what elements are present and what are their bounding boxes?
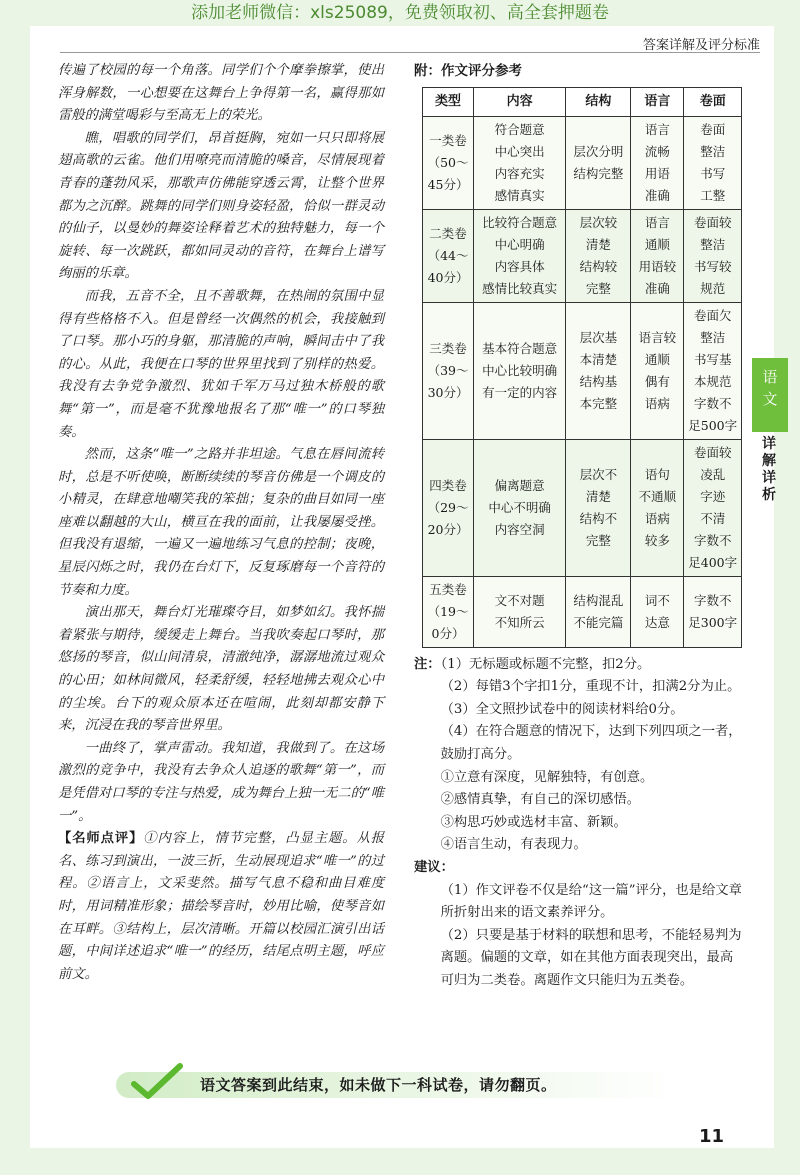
rubric-cell-line: 凌乱 [700,466,726,482]
suggestion-item: （2）只要是基于材料的联想和思考，不能轻易判为离题。偏题的文章，如在其他方面表现突出，最高可归为二类卷。离题作文只能归为五类卷。 [440,927,742,988]
rubric-cell-line: 整洁 [700,236,726,252]
comment-label: 【名师点评】 [58,831,144,847]
essay-paragraph: 然而，这条“唯一”之路并非坦途。气息在唇间流转时，总是不听使唤，断断续续的琴音仿佛是一个调皮的小精灵，在肆意地嘲笑我的笨拙；复杂的曲目如同一座座难以翻越的大山，横亘在我的面前，让我屡屡受挫。但我没有退缩，一遍又一遍地练习气息的控制；夜晚，星辰闪烁之时，我仍在台灯下，反复琢磨每一个音符的节奏和力度。 [58,447,384,598]
rubric-cell-line: 卷面较 [693,444,732,460]
rubric-cell-line: 达意 [644,614,670,630]
rubric-cell-content [474,209,566,302]
rubric-cell-line: 语病 [644,510,670,526]
rubric-cell-line: 四类卷 [429,477,467,493]
essay-paragraph: 一曲终了，掌声雷动。我知道，我做到了。在这场激烈的竞争中，我没有去争众人追逐的歌舞“第一”，而是凭借对口琴的专注与热爱，成为舞台上独一无二的“唯一”。 [58,740,384,824]
rubric-cell-line: 45分） [427,176,469,192]
rubric-cell-line: 偏离题意 [494,477,545,493]
rubric-cell-type [423,209,474,302]
rubric-cell-line: 字迹 [700,488,726,504]
rubric-cell-structure [566,576,631,647]
rubric-cell-line: 层次不 [579,466,618,482]
suggestion-item: （1）作文评卷不仅是给“这一篇”评分，也是给文章所折射出来的语文素养评分。 [440,882,742,921]
col-header: 卷面 [684,87,742,116]
rubric-cell-structure [566,302,631,439]
rubric-cell-line: 不能完篇 [573,614,624,630]
essay-column [58,60,384,986]
side-label: 详解详析 [762,436,776,503]
rubric-cell-line: 中心不明确 [488,499,551,515]
rubric-cell-line: 结构基 [579,373,618,389]
essay-paragraph: 演出那天，舞台灯光璀璨夺目，如梦如幻。我怀揣着紧张与期待，缓缓走上舞台。当我吹奏起口琴时，那悠扬的琴音，似山间清泉，清澈纯净，潺潺地流过观众的心田；如林间微风，轻柔舒缓，轻轻地拂去观众心中的尘埃。台下的观众原本还在喧闹，此刻却都安静下来，沉浸在我的琴音世界里。 [58,605,384,734]
rubric-cell-line: 卷面 [700,121,726,137]
subject-tab-char: 语 [762,368,778,386]
rubric-cell-content [474,116,566,209]
rubric-cell-line: 感情真实 [494,187,545,203]
comment-text: ①内容上，情节完整，凸显主题。从报名、练习到演出，一波三折，生动展现追求“唯一”的过程。②语言上，文采斐然。描写气息不稳和曲目难度时，用词精准形象；描绘琴音时，妙用比喻，使琴音如在耳畔。③结构上，层次清晰。开篇以校园汇演引出话题，中间详述追求“唯一”的经历，结尾点明主题，呼应前文。 [58,831,385,982]
rubric-cell-line: 卷面较 [693,214,732,230]
rubric-cell-line: 40分） [427,269,469,285]
rubric-cell-line: 书写 [700,165,726,181]
rubric-cell-line: 语言 [644,214,670,230]
rubric-cell-line: 字数不 [693,395,732,411]
rubric-row [423,209,742,302]
suggestions-label: 建议： [414,859,454,875]
criteria-item: ③构思巧妙或选材丰富、新颖。 [440,814,627,830]
note-item: （2）每错3个字扣1分，重现不计，扣满2分为止。 [440,679,741,695]
rubric-cell-line: 准确 [644,187,670,203]
col-header: 类型 [423,87,474,116]
criteria-item: ①立意有深度，见解独特，有创意。 [440,769,654,785]
checkmark-icon [130,1062,184,1102]
essay-paragraph: 传遍了校园的每一个角落。同学们个个摩拳擦掌，使出浑身解数，一心想要在这舞台上争得第一名，赢得那如雷般的满堂喝彩与至高无上的荣光。 [58,63,384,124]
rubric-cell-line: 本完整 [579,395,618,411]
rubric-cell-line: 足400字 [688,554,738,570]
header-divider [60,52,760,53]
rubric-cell-line: 足300字 [688,614,738,630]
rubric-cell-line: （39～ [427,362,469,378]
rubric-row [423,576,742,647]
rubric-cell-line: 比较符合题意 [482,214,558,230]
rubric-cell-line: 内容具体 [494,258,545,274]
rubric-cell-line: 30分） [427,384,469,400]
rubric-cell-line: 有一定的内容 [482,384,558,400]
rubric-cell-line: 本清楚 [579,351,618,367]
rubric-cell-line: 书写基 [693,351,732,367]
rubric-cell-language [631,209,684,302]
rubric-cell-neatness [684,302,742,439]
rubric-cell-neatness [684,116,742,209]
essay-paragraph: 而我，五音不全，且不善歌舞，在热闹的氛围中显得有些格格不入。但是曾经一次偶然的机会，我接触到了口琴。那小巧的身躯，那清脆的声响，瞬间击中了我的心。从此，我便在口琴的世界里找到了别样的热爱。我没有去争党争激烈、犹如千军万马过独木桥般的歌舞“第一”，而是毫不犹豫地报名了那“唯一”的口琴独奏。 [58,288,384,440]
rubric-cell-language [631,576,684,647]
rubric-cell-line: 完整 [585,280,611,296]
rubric-cell-line: 卷面欠 [693,307,732,323]
rubric-cell-line: 通顺 [644,236,670,252]
rubric-cell-type [423,439,474,576]
rubric-cell-line: 层次基 [579,329,618,345]
rubric-cell-language [631,302,684,439]
note-item: （1）无标题或标题不完整，扣2分。 [440,656,651,672]
rubric-cell-line: 语句 [644,466,670,482]
rubric-cell-line: 二类卷 [429,225,467,241]
page-header: 答案详解及评分标准 [642,38,760,53]
rubric-cell-line: 结构不 [579,510,618,526]
rubric-cell-line: 五类卷 [429,581,467,597]
rubric-cell-line: 清楚 [585,236,611,252]
rubric-cell-type [423,116,474,209]
rubric-cell-line: 本规范 [693,373,732,389]
notes-label: 注： [414,656,441,672]
rubric-cell-language [631,439,684,576]
rubric-cell-line: 不知所云 [494,614,545,630]
rubric-cell-line: 较多 [644,532,670,548]
rubric-column [414,60,744,993]
rubric-cell-line: 内容空洞 [494,521,545,537]
rubric-cell-line: 结构较 [579,258,618,274]
rubric-cell-content [474,302,566,439]
rubric-cell-line: 层次分明 [573,143,624,159]
rubric-cell-line: 中心明确 [494,236,545,252]
rubric-cell-structure [566,116,631,209]
footer-notice: 语文答案到此结束，如未做下一科试卷，请勿翻页。 [200,1076,557,1094]
essay-paragraph: 瞧，唱歌的同学们，昂首挺胸，宛如一只只即将展翅高歌的云雀。他们用嘹亮而清脆的嗓音，尽情展现着青春的蓬勃风采，那歌声仿佛能穿透云霄，让整个世界都为之沉醉。跳舞的同学们则身姿轻盈，恰似一群灵动的仙子，以曼妙的舞姿诠释着艺术的独特魅力，每一个旋转、每一次跳跃，都如同灵动的音符，在舞台上谱写绚丽的乐章。 [58,130,384,282]
rubric-cell-line: 内容充实 [494,165,545,181]
rubric-cell-line: 不清 [700,510,726,526]
rubric-cell-line: 文不对题 [494,592,545,608]
rubric-cell-line: 字数不 [693,592,732,608]
rubric-cell-type [423,576,474,647]
rubric-cell-line: 感情比较真实 [482,280,558,296]
top-banner: 添加老师微信：xls25089，免费领取初、高全套押题卷 [191,3,609,23]
rubric-cell-neatness [684,209,742,302]
rubric-cell-line: 中心比较明确 [482,362,558,378]
rubric-cell-content [474,439,566,576]
rubric-row [423,439,742,576]
rubric-cell-line: 工整 [700,187,726,203]
rubric-cell-line: 0分） [431,625,465,641]
rubric-cell-line: 中心突出 [494,143,545,159]
criteria-item: ②感情真挚，有自己的深切感悟。 [440,792,641,808]
criteria-item: ④语言生动，有表现力。 [440,837,587,853]
rubric-cell-line: 结构混乱 [573,592,624,608]
rubric-cell-structure [566,209,631,302]
rubric-cell-line: 基本符合题意 [482,340,558,356]
rubric-cell-line: 用语较 [638,258,677,274]
rubric-cell-language [631,116,684,209]
rubric-cell-line: 准确 [644,280,670,296]
rubric-cell-line: 结构完整 [573,165,624,181]
rubric-cell-line: 一类卷 [429,132,467,148]
col-header: 语言 [631,87,684,116]
rubric-row [423,302,742,439]
rubric-cell-type [423,302,474,439]
rubric-cell-line: 层次较 [579,214,618,230]
rubric-cell-line: 语言较 [638,329,677,345]
subject-tab [752,358,788,432]
rubric-cell-line: 用语 [644,165,670,181]
rubric-cell-line: 书写较 [693,258,732,274]
rubric-cell-line: 清楚 [585,488,611,504]
rubric-cell-line: （44～ [427,247,469,263]
col-header: 内容 [474,87,566,116]
rubric-cell-line: 不通顺 [638,488,677,504]
rubric-row [423,116,742,209]
col-header: 结构 [566,87,631,116]
subject-tab-char: 文 [762,390,778,408]
rubric-cell-line: 偶有 [644,373,670,389]
rubric-cell-line: 整洁 [700,143,726,159]
rubric-cell-line: 通顺 [644,351,670,367]
rubric-cell-neatness [684,439,742,576]
rubric-table [422,87,742,648]
note-item: （4）在符合题意的情况下，达到下列四项之一者，鼓励打高分。 [440,724,742,762]
rubric-cell-line: （29～ [427,499,469,515]
page-number: 11 [698,1126,724,1147]
rubric-cell-structure [566,439,631,576]
rubric-cell-neatness [684,576,742,647]
rubric-cell-line: 规范 [700,280,726,296]
rubric-cell-line: 字数不 [693,532,732,548]
rubric-cell-line: 完整 [585,532,611,548]
rubric-cell-line: 20分） [427,521,469,537]
rubric-cell-line: 足500字 [688,417,738,433]
rubric-cell-line: 流畅 [644,143,670,159]
rubric-title: 附：作文评分参考 [414,63,522,79]
note-item: （3）全文照抄试卷中的阅读材料给0分。 [440,701,684,717]
rubric-cell-line: 整洁 [700,329,726,345]
teacher-comment [58,828,384,986]
rubric-cell-line: 语言 [644,121,670,137]
notes-block [414,654,744,993]
rubric-cell-line: （50～ [427,154,469,170]
rubric-cell-line: （19～ [427,603,469,619]
rubric-cell-line: 符合题意 [494,121,545,137]
rubric-cell-line: 三类卷 [429,340,467,356]
rubric-cell-content [474,576,566,647]
rubric-cell-line: 词不 [644,592,670,608]
rubric-cell-line: 语病 [644,395,670,411]
